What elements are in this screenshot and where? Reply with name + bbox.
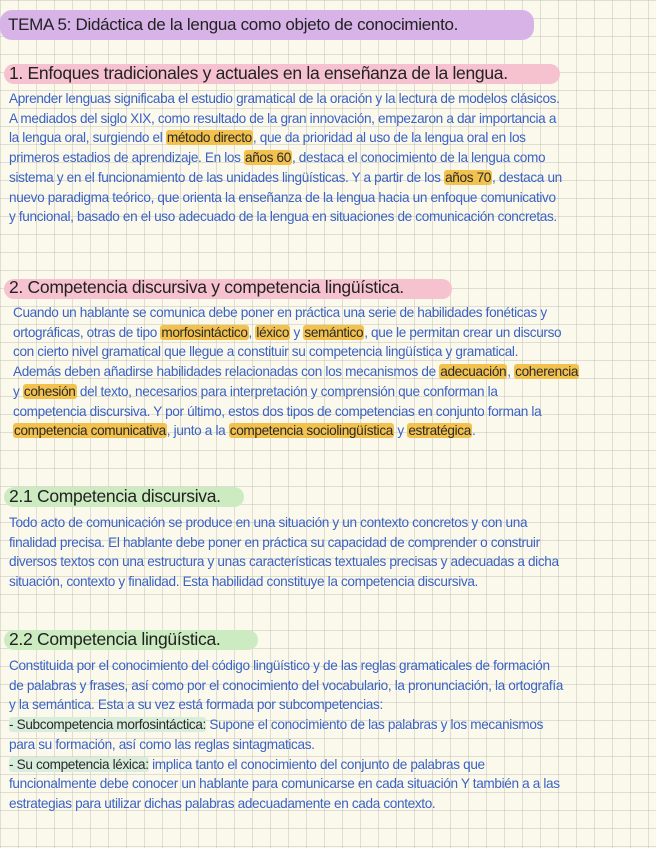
s22-line: y la semántica. Esta a su vez está formada por subcompetencias: [9,697,383,713]
section21-heading: 2.1 Competencia discursiva. [9,486,221,506]
text: , junto a la [166,423,229,439]
section1-body [9,89,562,227]
s2-line: con cierto nivel gramatical que llegue a constituir su competencia lingüística y gramatical. [13,344,519,360]
s2-line [13,421,579,441]
highlight-anos-60: años 60 [245,150,291,166]
section1-heading: 1. Enfoques tradicionales y actuales en la enseñanza de la lengua. [9,63,508,83]
section2-heading: 2. Competencia discursiva y competencia lingüística. [9,277,404,297]
text: , destaca el conocimiento de la lengua como [291,150,546,166]
s22-line: estrategias para utilizar dichas palabras adecuadamente en cada contexto. [9,795,436,811]
s2-line [13,323,579,343]
highlight-semantico: semántico [304,324,364,340]
highlight-competencia-comunicativa: competencia comunicativa [14,423,166,439]
s21-line: finalidad precisa. El hablante debe poner en práctica su capacidad de comprender o construir [9,534,540,550]
section21-body [9,513,559,592]
s22-line: Constituida por el conocimiento del código lingüístico y de las reglas gramaticales de formación [9,658,550,673]
s22-line: para su formación, así como las reglas sintagmaticas. [9,736,315,752]
text: y [13,383,23,399]
text: , que le permitan crear un discurso [364,324,562,340]
highlight-estrategica: estratégica [408,423,471,439]
s1-line: nuevo paradigma teórico, que orienta la enseñanza de la lengua hacia un enfoque comunicativo [9,189,556,205]
highlight-lexico: léxico [256,324,290,340]
text: , [248,324,256,340]
s21-line: situación, contexto y finalidad. Esta habilidad constituye la competencia discursiva. [9,574,478,590]
text: la lengua oral, surgiendo el [9,130,166,146]
highlight-competencia-sociolinguistica: competencia sociolingüística [229,423,393,439]
text: sistema y en el funcionamiento de las unidades lingüísticas. Y a partir de los [9,169,445,185]
page-title: TEMA 5: Didáctica de la lengua como objeto de conocimiento. [8,15,459,34]
s1-line [9,168,562,188]
s1-line: Aprender lenguas significaba el estudio gramatical de la oración y la lectura de modelos clásicos. [9,91,560,106]
text: del texto, necesarios para interpretación y comprensión que conforman la [76,383,498,399]
highlight-anos-70: años 70 [445,169,491,185]
section22-body [9,656,563,814]
highlight-coherencia: coherencia [515,364,579,380]
highlight-metodo-directo: método directo [166,130,252,146]
text: , destaca un [492,169,562,185]
s2-line [13,382,579,402]
s22-line: de palabras y frases, así como por el conocimiento del vocabulario, la pronunciación, la ortografía [9,677,563,693]
s2-line [13,362,579,382]
text: y [394,423,408,439]
s21-line: Todo acto de comunicación se produce en una situación y un contexto concretos y con una [9,515,528,530]
text: , que da prioridad al uso de la lengua oral en los [252,130,526,146]
text: Supone el conocimiento de las palabras y los mecanismos [205,717,544,733]
text: Además deben añadirse habilidades relacionadas con los mecanismos de [13,364,440,380]
s22-line [9,755,563,775]
s2-line: Cuando un hablante se comunica debe poner en práctica una serie de habilidades fonéticas y [13,305,547,320]
text: implica tanto el conocimiento del conjunto de palabras que [148,756,485,772]
highlight-morfosintactico: morfosintáctico [161,324,248,340]
s1-line: A mediados del siglo XIX, como resultado de la gran innovación, empezaron a dar importancia a [9,110,557,126]
s21-line: diversos textos con una estructura y unas características textuales precisas y adecuadas a dicha [9,554,559,570]
s1-line: y funcional, basado en el uso adecuado de la lengua en situaciones de comunicación concretas. [9,209,557,225]
section2-body [13,303,579,441]
section22-heading: 2.2 Competencia lingüística. [9,629,221,649]
s1-line [9,128,562,148]
highlight-cohesion: cohesión [23,383,76,399]
text: , [507,364,515,380]
highlight-adecuacion: adecuación [440,364,507,380]
s2-line: competencia discursiva. Y por último, estos dos tipos de competencias en conjunto forman la [13,403,542,419]
subcompetencia-morfosintactica-label: - Subcompetencia morfosintáctica: [9,717,206,733]
text: y [290,324,304,340]
s22-line: funcionalmente debe conocer un hablante para comunicarse en cada situación Y también a a las [9,776,560,792]
text: primeros estadios de aprendizaje. En los [9,150,245,166]
text: ortográficas, otras de tipo [13,324,161,340]
text: . [471,423,476,439]
subcompetencia-lexica-label: - Su competencia léxica: [9,756,149,772]
s22-line [9,715,563,735]
s1-line [9,148,562,168]
